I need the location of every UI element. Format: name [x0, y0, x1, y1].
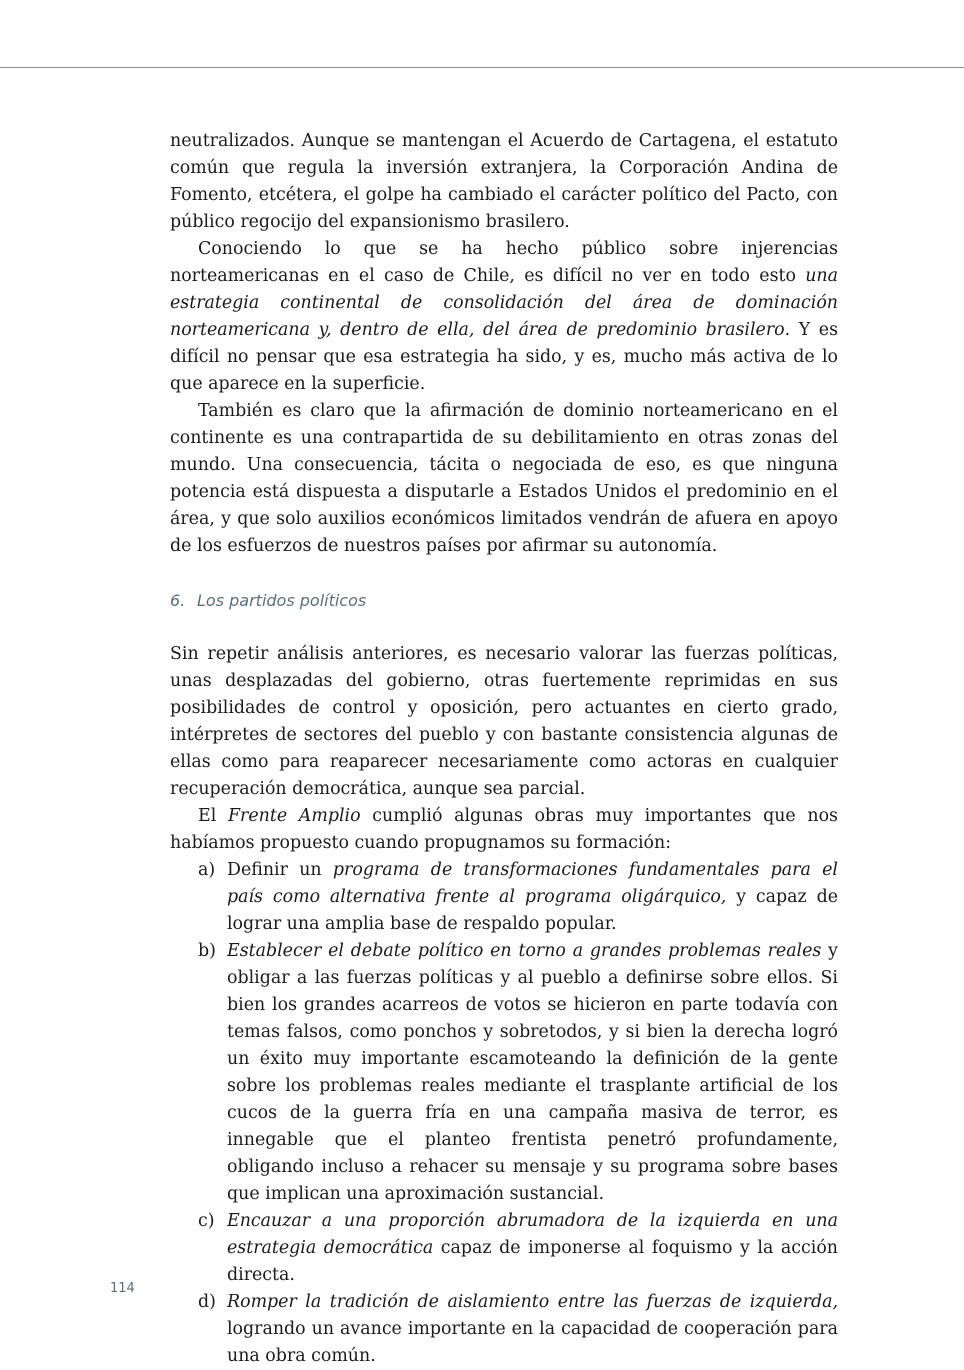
body-text — [170, 128, 838, 1370]
paragraph-5 — [170, 803, 838, 857]
frente-amplio-emphasis: Frente Amplio — [227, 806, 361, 826]
section-title: Los partidos políticos — [197, 591, 367, 610]
section-heading — [170, 587, 838, 614]
list-item-post: y capaz de lograr una amplia base de respaldo popular. — [227, 887, 838, 934]
paragraph-2-text-b: . Y es difícil no pensar que esa estrategia ha sido, y es, mucho más activa de lo que aparece en la superficie. — [170, 320, 838, 394]
paragraph-5-text-b: cumplió algunas obras muy importantes que nos habíamos propuesto cuando propugnamos su formación: — [170, 806, 838, 853]
list-marker: c) — [198, 1211, 215, 1231]
list-item-emphasis: Romper la tradición de aislamiento entre las fuerzas de izquierda, — [227, 1292, 838, 1312]
list-item-post: logrando un avance importante en la capacidad de cooperación para una obra común. — [227, 1319, 838, 1366]
paragraph-2-emphasis: una estrategia continental de consolidación del área de dominación norteamericana y, dentro de ella, del área de predominio brasilero — [170, 266, 838, 340]
list-item-post: capaz de imponerse al foquismo y la acción directa. — [227, 1238, 838, 1285]
paragraph-2-text-a: Conociendo lo que se ha hecho público sobre injerencias norteamericanas en el caso de Chile, es difícil no ver en todo esto — [170, 239, 838, 286]
list-item — [170, 1289, 838, 1370]
paragraph-5-text-a: El — [198, 806, 228, 826]
list-item — [170, 857, 838, 938]
list-item-post: y obligar a las fuerzas políticas y al pueblo a definirse sobre ellos. Si bien los grandes acarreos de votos se hicieron en parte todavía con temas falsos, como ponchos y sobretodos, y si bien la derecha logró un éxito muy importante escamoteando la definición de la gente sobre los problemas reales mediante el trasplante artificial de los cucos de la guerra fría en una campaña masiva de terror, es innegable que el planteo frentista penetró profundamente, obligando incluso a rehacer su mensaje y su programa sobre bases que implican una aproximación sustancial. — [227, 941, 838, 1204]
paragraph-4: Sin repetir análisis anteriores, es necesario valorar las fuerzas políticas, unas desplazadas del gobierno, otras fuertemente reprimidas en sus posibilidades de control y oposición, pero actuantes en cierto grado, intérpretes de sectores del pueblo y con bastante consistencia algunas de ellas como para reaparecer necesariamente como actoras en cualquier recuperación democrática, aunque sea parcial. — [170, 644, 838, 799]
objectives-list — [170, 857, 838, 1370]
list-item-pre: Definir un — [227, 860, 333, 880]
paragraph-1: neutralizados. Aunque se mantengan el Acuerdo de Cartagena, el estatuto común que regula la inversión extranjera, la Corporación Andina de Fomento, etcétera, el golpe ha cambiado el carácter político del Pacto, con público regocijo del expansionismo brasilero. — [170, 131, 838, 232]
list-marker: b) — [198, 941, 216, 961]
paragraph-3: También es claro que la afirmación de dominio norteamericano en el continente es una contrapartida de su debilitamiento en otras zonas del mundo. Una consecuencia, tácita o negociada de eso, es que ninguna potencia está dispuesta a disputarle a Estados Unidos el predominio en el área, y que solo auxilios económicos limitados vendrán de afuera en apoyo de los esfuerzos de nuestros países por afirmar su autonomía. — [170, 401, 838, 556]
section-number: 6. — [170, 591, 186, 610]
header-rule — [0, 67, 964, 68]
list-item — [170, 938, 838, 1208]
paragraph-2 — [170, 236, 838, 398]
list-item-emphasis: Encauzar a una proporción abrumadora de la izquierda en una estrategia democrática — [227, 1211, 838, 1258]
list-item-emphasis: programa de transformaciones fundamentales para el país como alternativa frente al programa oligárquico, — [227, 860, 838, 907]
list-marker: d) — [198, 1292, 216, 1312]
list-marker: a) — [198, 860, 216, 880]
list-item-emphasis: Establecer el debate político en torno a grandes problemas reales — [227, 941, 822, 961]
list-item — [170, 1208, 838, 1289]
page-number: 114 — [110, 1281, 135, 1296]
